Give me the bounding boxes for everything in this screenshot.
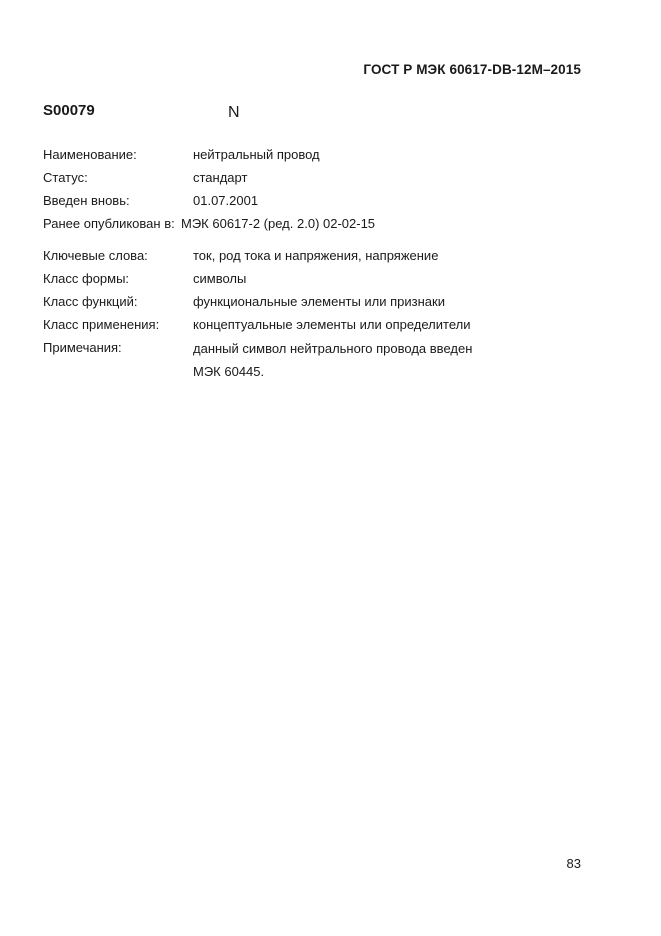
field-row-function-class <box>43 293 603 316</box>
field-row-published <box>43 215 603 238</box>
field-label: Класс формы: <box>43 271 130 286</box>
field-label: Класс функций: <box>43 294 138 309</box>
graphic-symbol: N <box>228 104 240 121</box>
field-value: стандарт <box>193 170 248 185</box>
field-value: ток, род тока и напряжения, напряжение <box>193 248 439 263</box>
field-label: Класс применения: <box>43 317 160 332</box>
field-row-name <box>43 146 603 169</box>
section-gap <box>43 238 603 247</box>
field-value <box>193 337 472 383</box>
symbol-code: S00079 <box>43 102 95 119</box>
field-value: МЭК 60617-2 (ред. 2.0) 02-02-15 <box>181 216 376 231</box>
field-label: Ключевые слова: <box>43 248 148 263</box>
field-row-form-class <box>43 270 603 293</box>
field-value: 01.07.2001 <box>193 193 259 208</box>
field-label: Статус: <box>43 170 88 185</box>
note-line: данный символ нейтрального провода введен <box>193 341 473 356</box>
field-value: нейтральный провод <box>193 147 320 162</box>
field-row-keywords <box>43 247 603 270</box>
field-row-notes <box>43 339 603 385</box>
field-value: концептуальные элементы или определители <box>193 317 471 332</box>
field-label: Ранее опубликован в: <box>43 216 175 231</box>
symbol-fields <box>43 146 603 385</box>
field-label: Введен вновь: <box>43 193 130 208</box>
page-number: 83 <box>566 856 581 871</box>
field-row-application-class <box>43 316 603 339</box>
field-value: функциональные элементы или признаки <box>193 294 445 309</box>
field-row-introduced <box>43 192 603 215</box>
field-label: Примечания: <box>43 340 122 355</box>
field-value: символы <box>193 271 247 286</box>
field-label: Наименование: <box>43 147 137 162</box>
document-header: ГОСТ Р МЭК 60617-DB-12M–2015 <box>363 62 581 77</box>
field-row-status <box>43 169 603 192</box>
note-line: МЭК 60445. <box>193 364 265 379</box>
